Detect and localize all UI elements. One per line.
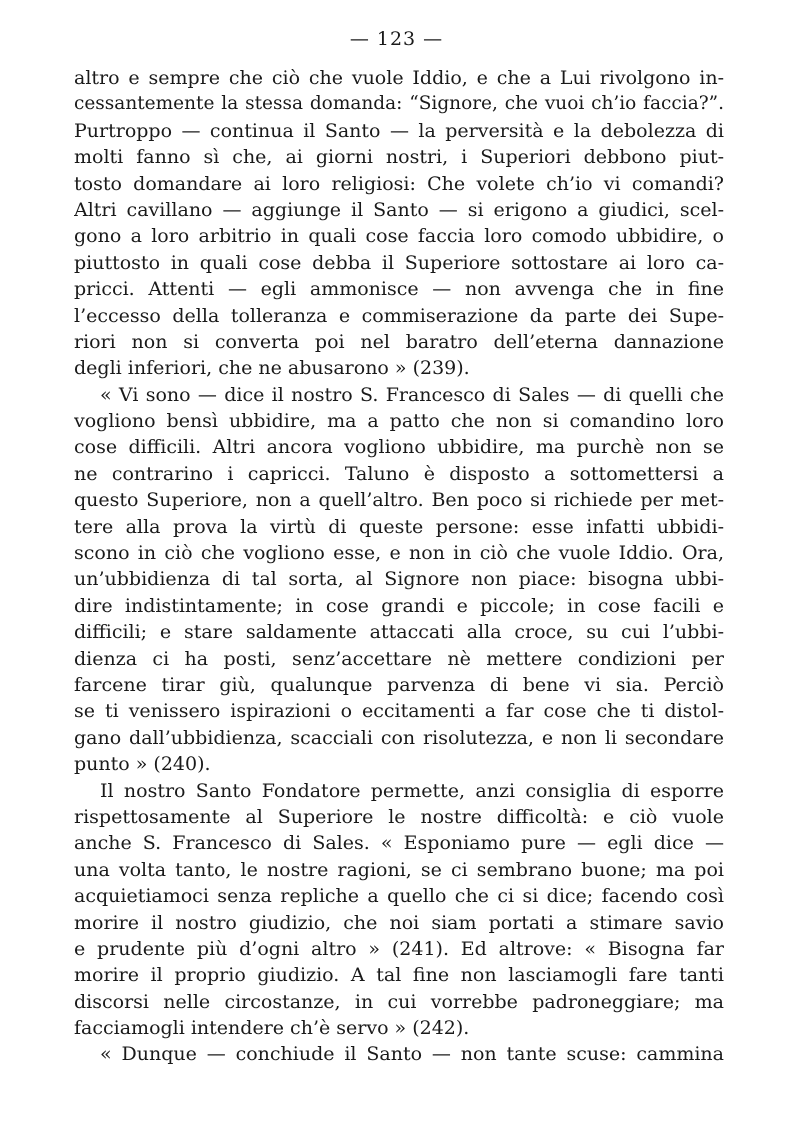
text-line: se ti venissero ispirazioni o eccitamenti a far cose che ti distol- [74, 700, 724, 723]
text-line: acquietiamoci senza repliche a quello che ci si dice; facendo così [74, 885, 724, 908]
text-line: pricci. Attenti — egli ammonisce — non avvenga che in fine [74, 278, 724, 301]
text-line: una volta tanto, le nostre ragioni, se ci sembrano buone; ma poi [74, 858, 724, 881]
text-line: Altri cavillano — aggiunge il Santo — si erigono a giudici, scel- [74, 198, 724, 221]
text-line: e prudente più d’ogni altro » (241). Ed altrove: « Bisogna far [74, 937, 724, 960]
text-line: morire il nostro giudizio, che noi siam portati a stimare savio [74, 911, 724, 934]
text-line: gano dall’ubbidienza, scacciali con risolutezza, e non li secondare [74, 726, 724, 749]
text-line: tosto domandare ai loro religiosi: Che volete ch’io vi comandi? [74, 172, 724, 195]
text-line: rispettosamente al Superiore le nostre difficoltà: e ciò vuole [74, 805, 724, 828]
text-line: l’eccesso della tolleranza e commiserazione da parte dei Supe- [74, 304, 724, 327]
text-line: riori non si converta poi nel baratro dell’eterna dannazione [74, 330, 724, 353]
text-line: dienza ci ha posti, senz’accettare nè mettere condizioni per [74, 647, 724, 670]
text-line: Purtroppo — continua il Santo — la perversità e la debolezza di [74, 119, 724, 142]
text-line: anche S. Francesco di Sales. « Esponiamo pure — egli dice — [74, 832, 724, 855]
text-line: altro e sempre che ciò che vuole Iddio, e che a Lui rivolgono in- [74, 67, 724, 89]
text-line: cose difficili. Altri ancora vogliono ubbidire, ma purchè non se [74, 436, 724, 459]
text-line: gono a loro arbitrio in quali cose faccia loro comodo ubbidire, o [74, 225, 724, 248]
text-line: degli inferiori, che ne abusarono » (239). [74, 357, 470, 380]
page-number: — 123 — [349, 28, 444, 50]
body-text [74, 65, 724, 1068]
text-line: facciamogli intendere ch’è servo » (242). [74, 1017, 470, 1040]
text-line: molti fanno sì che, ai giorni nostri, i Superiori debbono piut- [74, 146, 724, 169]
text-line: farcene tirar giù, qualunque parvenza di bene vi sia. Perciò [74, 673, 724, 696]
text-line: vogliono bensì ubbidire, ma a patto che non si comandino loro [74, 410, 724, 433]
text-line: difficili; e stare saldamente attaccati alla croce, su cui l’ubbi- [74, 621, 724, 644]
text-line: ne contrarino i capricci. Taluno è disposto a sottomettersi a [74, 462, 724, 485]
text-line: cessantemente la stessa domanda: “Signore, che vuoi ch’io faccia?”. [74, 93, 724, 115]
text-line: dire indistintamente; in cose grandi e piccole; in cose facili e [74, 594, 724, 617]
text-line: discorsi nelle circostanze, in cui vorrebbe padroneggiare; ma [74, 990, 724, 1013]
text-line: « Dunque — conchiude il Santo — non tante scuse: cammina [100, 1043, 724, 1066]
text-line: punto » (240). [74, 753, 211, 776]
text-line: tere alla prova la virtù di queste persone: esse infatti ubbidi- [74, 515, 724, 538]
text-line: morire il proprio giudizio. A tal fine non lasciamogli fare tanti [74, 964, 724, 987]
text-line: « Vi sono — dice il nostro S. Francesco di Sales — di quelli che [100, 383, 724, 406]
text-line: piuttosto in quali cose debba il Superiore sottostare ai loro ca- [74, 251, 724, 274]
text-line: scono in ciò che vogliono esse, e non in ciò che vuole Iddio. Ora, [74, 542, 724, 565]
text-line: questo Superiore, non a quell’altro. Ben poco si richiede per met- [74, 489, 724, 512]
text-line: un’ubbidienza di tal sorta, al Signore non piace: bisogna ubbi- [74, 568, 724, 591]
text-line: Il nostro Santo Fondatore permette, anzi consiglia di esporre [100, 779, 724, 802]
